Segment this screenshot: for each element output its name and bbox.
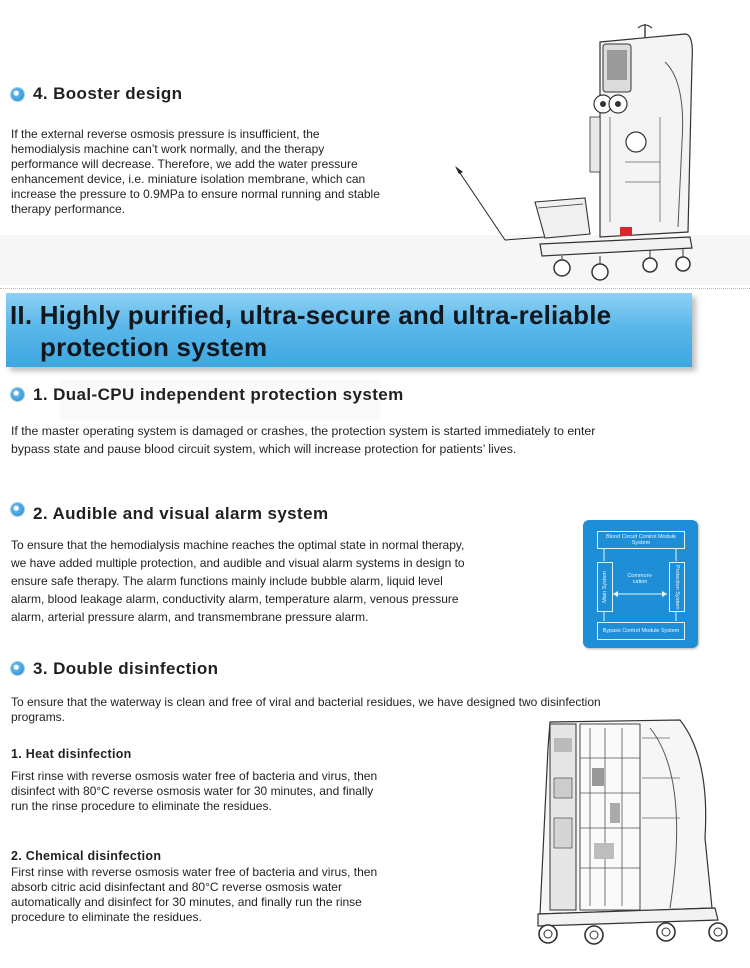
section-divider <box>0 288 750 289</box>
chemical-disinfection-paragraph: First rinse with reverse osmosis water free of bacteria and virus, then absorb citric acid disinfectant and 80°C reverse osmosis water automatically and disinfect for 30 minutes, and finally run the rinse procedure to eliminate the residues. <box>11 865 378 924</box>
blood-circuit-module-box: Blood Circuit Control Module System <box>597 531 685 549</box>
dual-cpu-paragraph: If the master operating system is damaged or crashes, the protection system is started immediately to enter bypass state and pause blood circuit system, which will increase protection for patients’ lives. <box>11 424 596 456</box>
disinfection-intro: To ensure that the waterway is clean and free of viral and bacterial residues, we have designed two disinfection programs. <box>11 695 601 724</box>
booster-paragraph: If the external reverse osmosis pressure is insufficient, the hemodialysis machine can’t work normally, and the therapy performance will decrease. Therefore, we add the water pressure enhancement device, i.e. miniature isolation membrane, which can increase the pressure to 0.9MPa to ensure normal running and stable therapy performance. <box>11 127 380 216</box>
protection-system-box: Protection System <box>669 562 685 612</box>
hemodialysis-machine-illustration <box>450 22 700 284</box>
booster-heading: 4. Booster design <box>33 84 183 103</box>
bypass-module-box: Bypass Control Module System <box>597 622 685 640</box>
heat-disinfection-title: 1. Heat disinfection <box>11 747 132 761</box>
machine-interior-illustration <box>530 718 740 950</box>
communication-label: Communi-cation <box>627 573 653 585</box>
alarm-heading: 2. Audible and visual alarm system <box>33 504 329 523</box>
protection-system-diagram <box>583 520 698 648</box>
dual-cpu-heading: 1. Dual-CPU independent protection system <box>33 385 404 404</box>
alarm-paragraph: To ensure that the hemodialysis machine reaches the optimal state in normal therapy, we have added multiple protection, and audible and visual alarm systems in design to ensure safe therapy. The alarm functions mainly include bubble alarm, liquid level alarm, blood leakage alarm, conductivity alarm, temperature alarm, venous pressure alarm, arterial pressure alarm, and transmembrane pressure alarm. <box>11 538 465 624</box>
disinfection-heading: 3. Double disinfection <box>33 659 219 678</box>
main-system-box: Main System <box>597 562 613 612</box>
section-bullet-icon <box>11 503 24 516</box>
chemical-disinfection-title: 2. Chemical disinfection <box>11 849 162 863</box>
section-bullet-icon <box>11 88 24 101</box>
section-title: II. Highly purified, ultra-secure and ultra-reliable protection system <box>10 300 612 362</box>
section-bullet-icon <box>11 388 24 401</box>
heat-disinfection-paragraph: First rinse with reverse osmosis water free of bacteria and virus, then disinfect with 80°C reverse osmosis water for 30 minutes, and finally run the rinse procedure to eliminate the residues. <box>11 769 378 813</box>
section-bullet-icon <box>11 662 24 675</box>
